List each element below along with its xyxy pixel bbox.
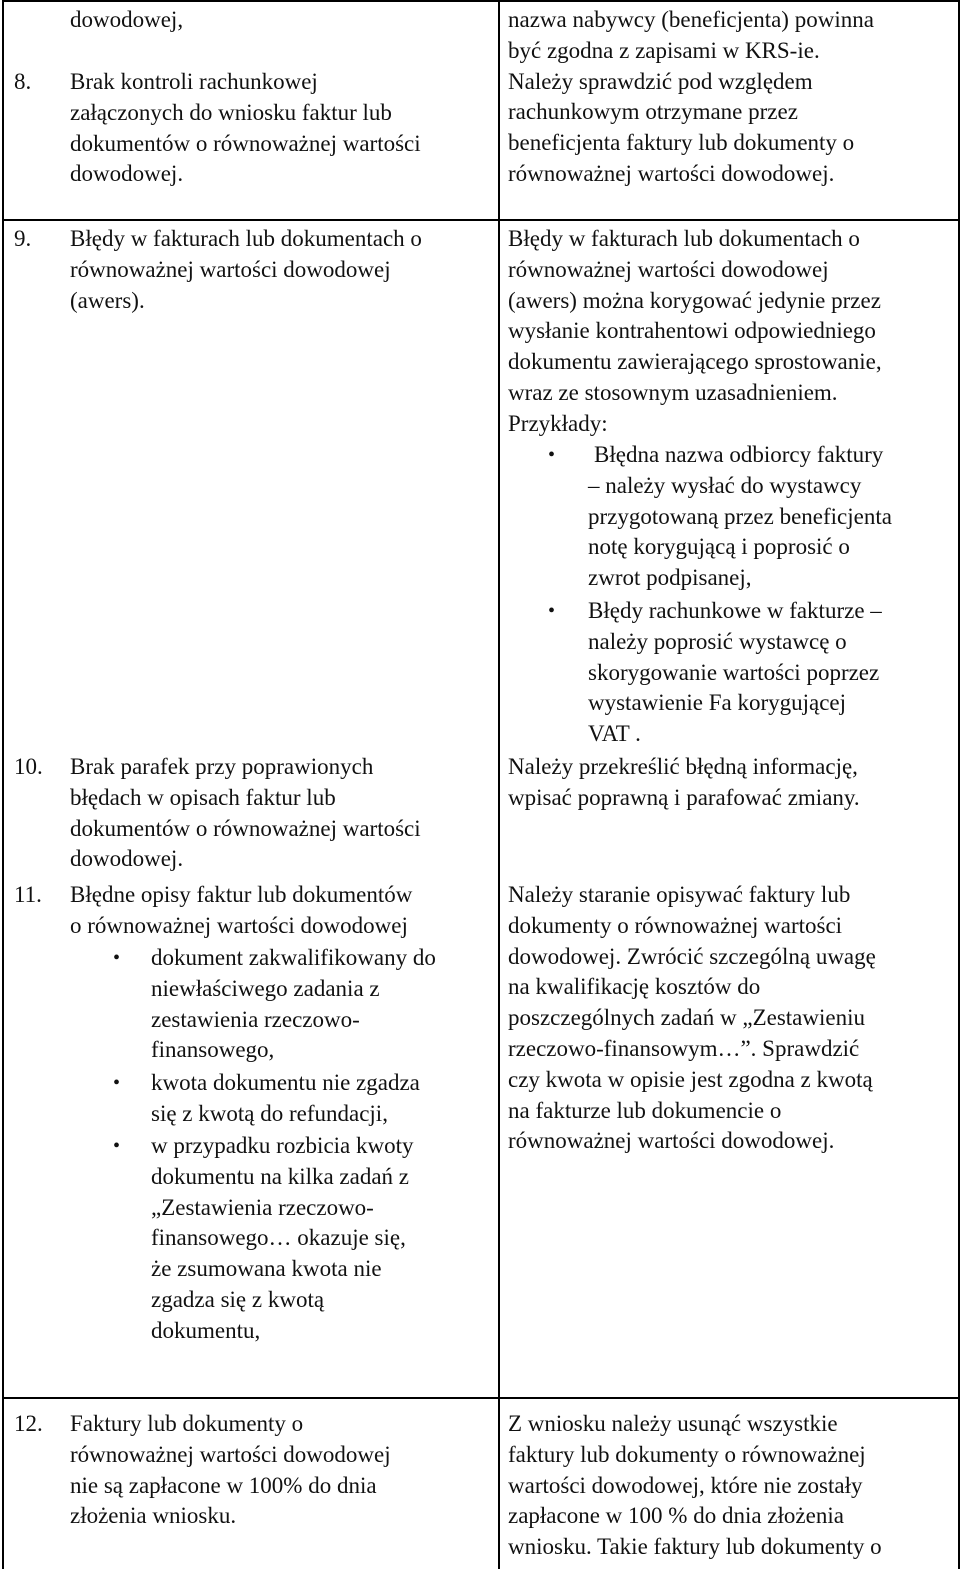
row-divider-8-9: [2, 219, 960, 221]
text-line: Błędy w fakturach lub dokumentach o: [508, 226, 860, 251]
text-line: poszczególnych zadań w „Zestawieniu: [508, 1005, 865, 1031]
text-line: błędach w opisach faktur lub: [70, 784, 336, 810]
text-line: skorygowanie wartości poprzez: [588, 659, 880, 685]
table-border-col-divider: [498, 0, 500, 1569]
text-line: czy kwota w opisie jest zgodna z kwotą: [508, 1066, 873, 1092]
text-line: zestawienia rzeczowo-: [151, 1006, 360, 1032]
text-line: dokumentu na kilka zadań z: [151, 1163, 410, 1189]
row-8-left: [70, 67, 421, 190]
text-line: Błędne opisy faktur lub dokumentów: [70, 882, 413, 907]
text-line: równoważnej wartości dowodowej.: [508, 160, 835, 186]
row-number-11: 11.: [14, 882, 42, 907]
text-line: równoważnej wartości dowodowej: [508, 256, 829, 282]
text-line: równoważnej wartości dowodowej: [70, 1441, 391, 1467]
row-number-12: 12.: [14, 1411, 43, 1436]
text-line: Należy staranie opisywać faktury lub: [508, 882, 851, 907]
text-line: nie są zapłacone w 100% do dnia: [70, 1472, 377, 1498]
text-line: przygotowaną przez beneficjenta: [588, 503, 892, 529]
text-line: dokumentu,: [151, 1317, 261, 1343]
text-line: dokumentów o równoważnej wartości: [70, 815, 421, 841]
text-line: wartości dowodowej, które nie zostały: [508, 1472, 863, 1498]
text-line: Należy sprawdzić pod względem: [508, 68, 813, 94]
bullet-icon: •: [548, 444, 556, 466]
text-line: o równoważnej wartości dowodowej: [70, 912, 408, 938]
bullet-icon: •: [113, 947, 121, 969]
text-line: niewłaściwego zadania z: [151, 975, 380, 1001]
text-line: VAT .: [588, 721, 641, 747]
text-line: nazwa nabywcy (beneficjenta) powinna: [508, 7, 874, 32]
text-line: dokumentu zawierającego sprostowanie,: [508, 349, 882, 375]
text-line: że zsumowana kwota nie: [151, 1256, 382, 1282]
text-line: faktury lub dokumenty o równoważnej: [508, 1441, 866, 1467]
text-line: (awers) można korygować jedynie przez: [508, 287, 881, 313]
text-line: na kwalifikację kosztów do: [508, 974, 761, 1000]
text-line: wystawienie Fa korygującej: [588, 690, 847, 716]
row-9-bullet-1: [588, 440, 892, 594]
text-line: wysłanie kontrahentowi odpowiedniego: [508, 318, 876, 344]
text-line: dowodowej.: [70, 846, 184, 872]
text-line: (awers).: [70, 287, 145, 313]
text-line: w przypadku rozbicia kwoty: [151, 1133, 414, 1158]
row-number-8: 8.: [14, 69, 32, 94]
row-9-right: [508, 224, 882, 440]
text-line: się z kwotą do refundacji,: [151, 1100, 388, 1126]
row-0-right: [508, 5, 874, 190]
row-0-left: [70, 5, 183, 36]
text-line: rzeczowo-finansowym…”. Sprawdzić: [508, 1035, 860, 1061]
row-number-10: 10.: [14, 754, 43, 779]
text-line: należy poprosić wystawcę o: [588, 628, 847, 654]
text-line: Brak parafek przy poprawionych: [70, 754, 374, 779]
bullet-icon: •: [548, 600, 556, 622]
text-line: dowodowej.: [70, 161, 184, 187]
row-9-left: [70, 224, 422, 316]
row-11-bullet-2: [151, 1068, 420, 1130]
text-line: kwota dokumentu nie zgadza: [151, 1070, 420, 1095]
row-10-right: [508, 752, 860, 814]
text-line: Błędy rachunkowe w fakturze –: [588, 598, 882, 623]
text-line: dowodowej,: [70, 7, 184, 32]
bullet-icon: •: [113, 1072, 121, 1094]
text-line: na fakturze lub dokumencie o: [508, 1097, 782, 1123]
text-line: złożenia wniosku.: [70, 1503, 237, 1529]
table-border-left: [2, 0, 4, 1569]
text-line: załączonych do wniosku faktur lub: [70, 99, 392, 125]
row-9-bullet-2: [588, 596, 882, 750]
text-line: wniosku. Takie faktury lub dokumenty o: [508, 1534, 882, 1560]
text-line: finansowego,: [151, 1037, 275, 1063]
text-line: Faktury lub dokumenty o: [70, 1411, 304, 1436]
text-line: równoważnej wartości dowodowej: [70, 256, 391, 282]
text-line: dokumenty o równoważnej wartości: [508, 912, 843, 938]
row-11-left: [70, 880, 412, 942]
text-line: zapłacone w 100 % do dnia złożenia: [508, 1503, 844, 1529]
text-line: Przykłady:: [508, 410, 608, 436]
text-line: – należy wysłać do wystawcy: [588, 472, 862, 498]
text-line: dokument zakwalifikowany do: [151, 945, 436, 970]
text-line: finansowego… okazuje się,: [151, 1225, 406, 1251]
text-line: Błędy w fakturach lub dokumentach o: [70, 226, 422, 251]
text-line: zgadza się z kwotą: [151, 1286, 325, 1312]
row-divider-11-12: [2, 1397, 960, 1399]
text-line: równoważnej wartości dowodowej.: [508, 1128, 835, 1154]
row-12-right: [508, 1409, 882, 1563]
table-border-right: [958, 0, 960, 1569]
row-11-bullet-3: [151, 1131, 414, 1347]
text-line: Z wniosku należy usunąć wszystkie: [508, 1411, 838, 1436]
row-number-9: 9.: [14, 226, 32, 251]
row-11-bullet-1: [151, 943, 436, 1066]
text-line: Brak kontroli rachunkowej: [70, 69, 318, 94]
text-line: wpisać poprawną i parafować zmiany.: [508, 784, 860, 810]
table-border-top: [2, 0, 960, 2]
text-line: notę korygującą i poprosić o: [588, 534, 850, 560]
row-10-left: [70, 752, 421, 875]
text-line: dokumentów o równoważnej wartości: [70, 130, 421, 156]
row-11-right: [508, 880, 876, 1157]
text-line: Należy przekreślić błędną informację,: [508, 754, 858, 779]
bullet-icon: •: [113, 1135, 121, 1157]
text-line: być zgodna z zapisami w KRS-ie.: [508, 37, 820, 63]
text-line: Błędna nazwa odbiorcy faktury: [594, 442, 884, 467]
text-line: wraz ze stosownym uzasadnieniem.: [508, 379, 838, 405]
text-line: beneficjenta faktury lub dokumenty o: [508, 130, 855, 156]
row-12-left: [70, 1409, 391, 1532]
text-line: rachunkowym otrzymane przez: [508, 99, 798, 125]
text-line: „Zestawienia rzeczowo-: [151, 1194, 374, 1220]
text-line: zwrot podpisanej,: [588, 565, 752, 591]
text-line: dowodowej. Zwrócić szczególną uwagę: [508, 943, 876, 969]
